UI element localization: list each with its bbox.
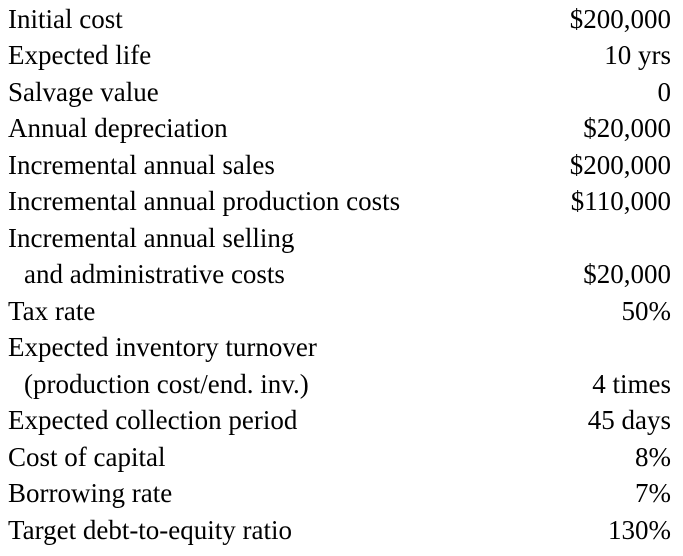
- row-salvage-value: [8, 74, 671, 110]
- row-incremental-annual-sales: [8, 147, 671, 183]
- row-inventory-turnover-line2: [8, 366, 671, 402]
- row-incremental-production-costs: [8, 183, 671, 219]
- row-value: 0: [657, 77, 671, 107]
- row-value: 45 days: [587, 405, 671, 435]
- row-label: Incremental annual selling: [8, 223, 295, 253]
- row-label: Target debt-to-equity ratio: [8, 515, 293, 545]
- row-label: Borrowing rate: [8, 478, 173, 508]
- row-expected-life: [8, 37, 671, 73]
- row-inventory-turnover-line1: [8, 329, 671, 365]
- row-value: $20,000: [583, 113, 671, 143]
- row-label: Expected collection period: [8, 405, 298, 435]
- row-label: Expected life: [8, 40, 152, 70]
- row-incremental-selling-line1: [8, 220, 671, 256]
- row-cost-of-capital: [8, 439, 671, 475]
- row-label: (production cost/end. inv.): [24, 369, 309, 399]
- row-annual-depreciation: [8, 110, 671, 146]
- row-value: 50%: [621, 296, 671, 326]
- row-value: $20,000: [583, 259, 671, 289]
- row-label: and administrative costs: [24, 259, 285, 289]
- row-label: Expected inventory turnover: [8, 332, 317, 362]
- row-label: Incremental annual sales: [8, 150, 275, 180]
- row-value: $200,000: [569, 4, 671, 34]
- row-value: $110,000: [570, 186, 671, 216]
- row-borrowing-rate: [8, 475, 671, 511]
- row-value: 130%: [608, 515, 671, 545]
- row-value: 10 yrs: [604, 40, 671, 70]
- row-value: $200,000: [569, 150, 671, 180]
- row-collection-period: [8, 402, 671, 438]
- row-label: Initial cost: [8, 4, 123, 34]
- row-initial-cost: [8, 1, 671, 37]
- row-label: Incremental annual production costs: [8, 186, 401, 216]
- row-debt-to-equity: [8, 512, 671, 548]
- row-value: 4 times: [592, 369, 671, 399]
- row-tax-rate: [8, 293, 671, 329]
- row-value: 7%: [635, 478, 671, 508]
- row-value: 8%: [635, 442, 671, 472]
- row-incremental-selling-line2: [8, 256, 671, 292]
- row-label: Annual depreciation: [8, 113, 228, 143]
- row-label: Salvage value: [8, 77, 159, 107]
- row-label: Cost of capital: [8, 442, 166, 472]
- row-label: Tax rate: [8, 296, 96, 326]
